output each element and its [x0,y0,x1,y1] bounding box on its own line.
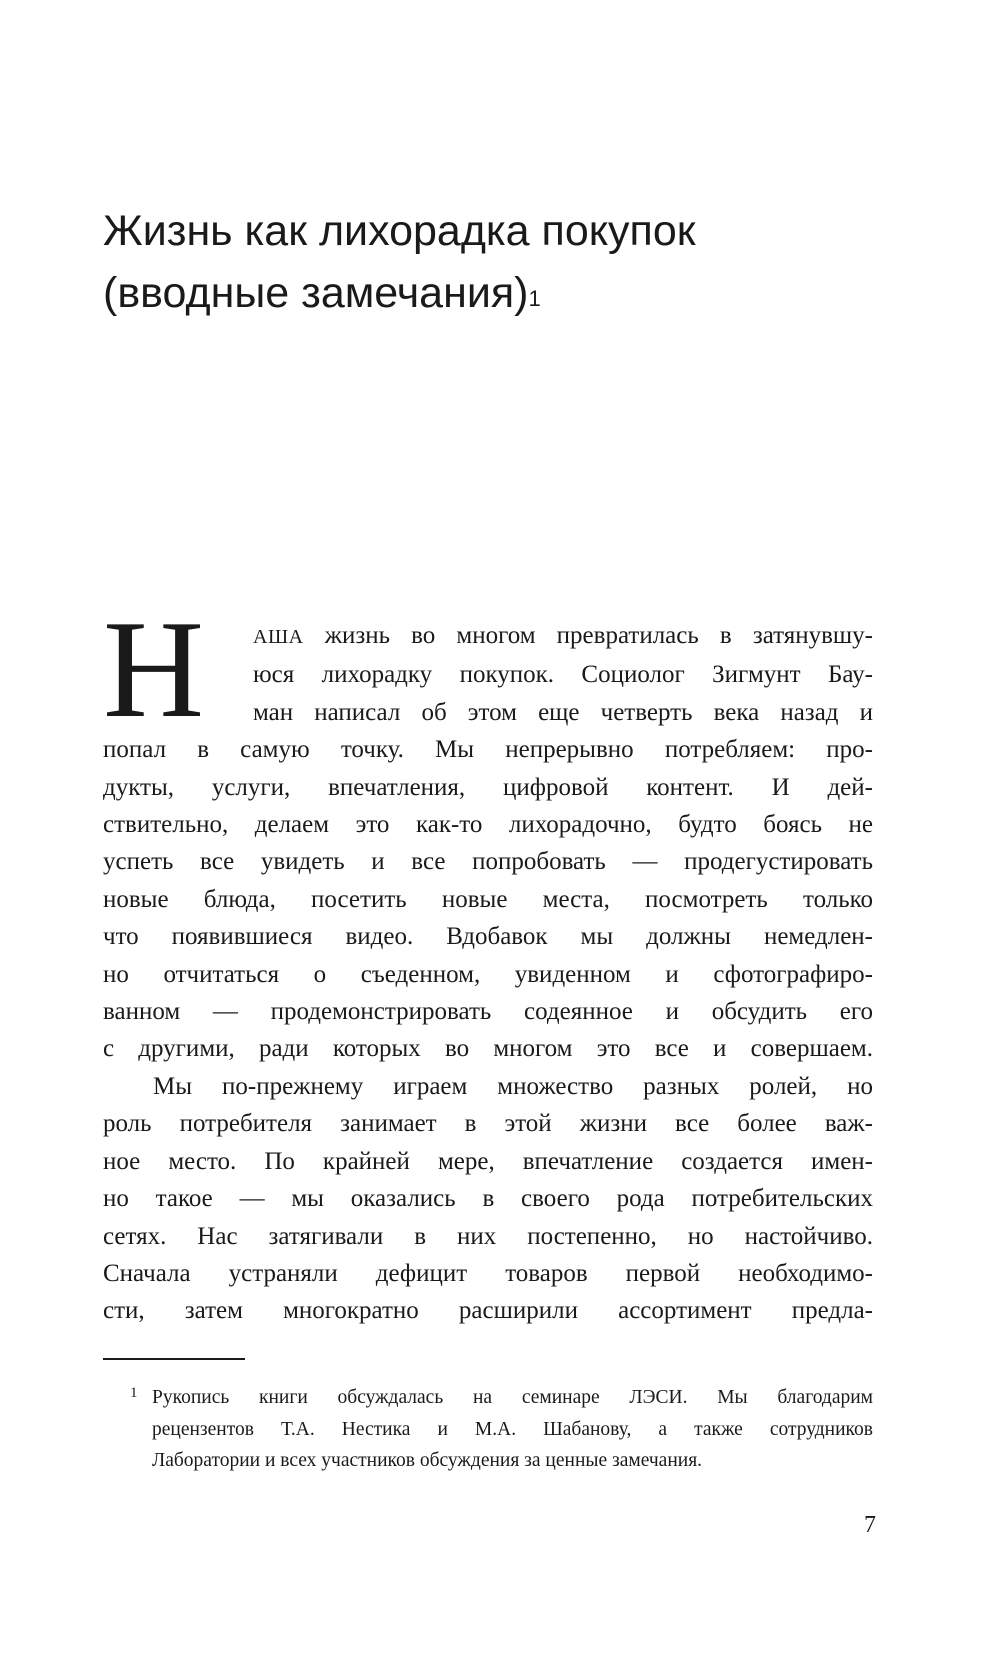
body-line-1 [103,617,873,656]
drop-cap: Н [103,592,205,747]
chapter-title [103,200,903,324]
body-line-12: с другими, ради которых во многом это все и совершаем. [103,1035,873,1063]
body-line-7: успеть все увидеть и все попробовать — продегустировать [103,848,873,876]
footnote [130,1382,873,1477]
body-line-11: ванном — продемонстрировать содеянное и обсудить его [103,998,873,1026]
footnote-mark: 1 [130,1385,138,1401]
body-line-16: но такое — мы оказались в своего рода потребительских [103,1185,873,1213]
body-line-5: дукты, услуги, впечатления, цифровой контент. И дей- [103,773,873,801]
page-number: 7 [864,1512,876,1538]
footnote-line-3: Лаборатории и всех участников обсуждения за ценные замечания. [152,1450,703,1471]
chapter-title-line-1: Жизнь как лихорадка покупок [103,207,696,255]
body-line-6: ствительно, делаем это как-то лихорадочно, будто боясь не [103,811,873,839]
footnote-body [130,1382,873,1477]
title-footnote-reference[interactable]: 1 [528,286,541,311]
body-line-19: сти, затем многократно расширили ассортимент предла- [103,1297,873,1325]
body-line-8: новые блюда, посетить новые места, посмотреть только [103,885,873,913]
body-line-9: что появившиеся видео. Вдобавок мы должны немедлен- [103,923,873,951]
body-line-2: юся лихорадку покупок. Социолог Зигмунт Бау- [253,661,873,689]
body-line-10: но отчитаться о съеденном, увиденном и сфотографиро- [103,960,873,988]
body-line-13: Мы по-прежнему играем множество разных ролей, но [153,1072,873,1100]
body-line-3: ман написал об этом еще четверть века назад и [253,698,873,726]
body-line-4: попал в самую точку. Мы непрерывно потребляем: про- [103,736,873,764]
footnote-line-1: Рукопись книги обсуждалась на семинаре ЛЭСИ. Мы благодарим [152,1387,873,1408]
footnote-line-2: рецензентов Т.А. Нестика и М.А. Шабанову, а также сотрудников [152,1418,873,1440]
body-line-17: сетях. Нас затягивали в них постепенно, но настойчиво. [103,1222,873,1250]
footnote-divider [103,1358,245,1360]
chapter-title-line-2-text: (вводные замечания) [103,269,529,317]
body-line-15: ное место. По крайней мере, впечатление создается имен- [103,1147,873,1175]
chapter-title-line-2 [103,262,903,324]
small-caps-start: АША [253,626,304,648]
body-text [103,592,873,1330]
body-line-18: Сначала устраняли дефицит товаров первой необходимо- [103,1259,873,1287]
body-line-1-text: жизнь во многом превратилась в затянувшу- [324,622,873,649]
body-line-14: роль потребителя занимает в этой жизни все более важ- [103,1110,873,1138]
